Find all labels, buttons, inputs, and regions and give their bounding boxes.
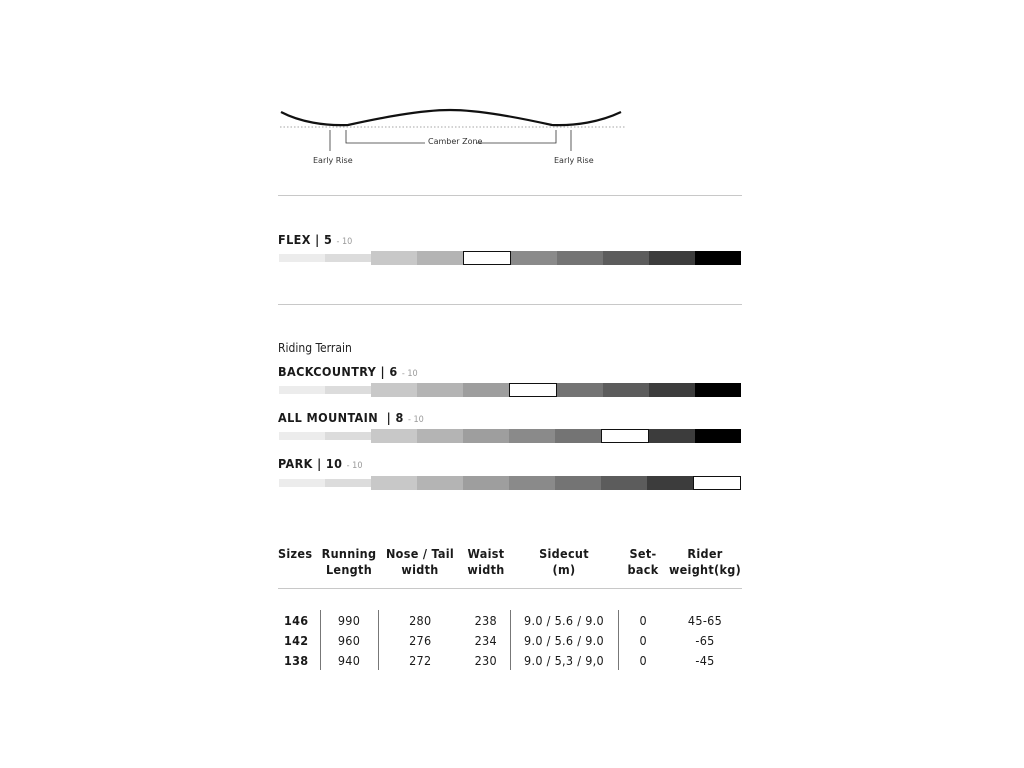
specs-body: [278, 610, 742, 670]
scale-segment-2: [325, 432, 371, 440]
scale-segment-1: [279, 432, 325, 440]
backcountry-label: BACKCOUNTRY | 6: [278, 364, 398, 379]
scale-segment-3: [371, 429, 417, 443]
camber-zone-bracket-right: [476, 130, 556, 143]
scale-segment-3: [371, 476, 417, 490]
header-nose-tail-width: Nose / Tail width: [385, 546, 455, 577]
table-cell: 9.0 / 5,3 / 9,0: [510, 650, 618, 670]
scale-segment-10: [695, 429, 741, 443]
scale-segment-9: [647, 476, 693, 490]
backcountry-scale: [279, 383, 741, 397]
scale-segment-4: [417, 383, 463, 397]
header-setback: Set- back: [627, 546, 659, 577]
table-cell: 990: [320, 610, 378, 630]
scale-segment-5: [463, 251, 511, 265]
backcountry-scale-max: - 10: [401, 369, 418, 379]
scale-segment-3: [371, 251, 417, 265]
table-cell: 142: [284, 632, 309, 648]
scale-segment-4: [417, 429, 463, 443]
scale-segment-7: [555, 476, 601, 490]
scale-segment-3: [371, 383, 417, 397]
table-cell: 0: [618, 610, 668, 630]
scale-segment-5: [463, 429, 509, 443]
specs-header-row: [278, 546, 742, 578]
scale-segment-7: [555, 429, 601, 443]
flex-scale-max: - 10: [336, 237, 353, 247]
table-cell: 146: [284, 612, 309, 628]
scale-segment-7: [557, 251, 603, 265]
board-profile-curve: [281, 110, 621, 125]
scale-segment-2: [325, 479, 371, 487]
scale-segment-8: [603, 251, 649, 265]
park-title: [278, 456, 362, 471]
table-row: [278, 610, 742, 630]
scale-segment-8: [601, 429, 649, 443]
all-mountain-title: [278, 410, 424, 425]
scale-segment-4: [417, 476, 463, 490]
scale-segment-10: [695, 383, 741, 397]
camber-zone-label: Camber Zone: [428, 137, 483, 146]
scale-segment-1: [279, 386, 325, 394]
header-sizes: Sizes: [278, 546, 313, 561]
all-mountain-scale-max: - 10: [408, 415, 424, 425]
table-cell: 276: [378, 630, 462, 650]
scale-segment-1: [279, 479, 325, 487]
backcountry-title: [278, 364, 418, 379]
camber-profile-diagram: [270, 100, 640, 170]
divider: [278, 195, 742, 196]
table-cell: 960: [320, 630, 378, 650]
divider: [278, 304, 742, 305]
table-cell: 0: [618, 650, 668, 670]
scale-segment-1: [279, 254, 325, 262]
early-rise-left-label: Early Rise: [313, 156, 353, 165]
scale-segment-2: [325, 254, 371, 262]
scale-segment-9: [649, 429, 695, 443]
scale-segment-6: [509, 429, 555, 443]
table-cell: 0: [618, 630, 668, 650]
table-row: [278, 650, 742, 670]
scale-segment-6: [509, 476, 555, 490]
header-sidecut: Sidecut (m): [539, 546, 589, 577]
table-cell: 230: [474, 652, 497, 668]
riding-terrain-heading: Riding Terrain: [278, 341, 352, 355]
scale-segment-10: [695, 251, 741, 265]
table-cell: 234: [474, 632, 497, 648]
table-row: [278, 630, 742, 650]
scale-segment-2: [325, 386, 371, 394]
header-waist-width: Waist width: [467, 546, 505, 577]
all-mountain-label: ALL MOUNTAIN | 8: [278, 410, 404, 425]
scale-segment-8: [601, 476, 647, 490]
table-cell: 940: [320, 650, 378, 670]
flex-label: FLEX | 5: [278, 232, 333, 247]
scale-segment-9: [649, 383, 695, 397]
all-mountain-scale: [279, 429, 741, 443]
scale-segment-6: [511, 251, 557, 265]
table-cell: 45-65: [687, 612, 723, 628]
early-rise-right-label: Early Rise: [554, 156, 594, 165]
park-scale: [279, 476, 741, 490]
scale-segment-9: [649, 251, 695, 265]
specs-table: [278, 546, 742, 670]
flex-scale: [279, 251, 741, 265]
flex-title: [278, 232, 352, 247]
table-cell: 272: [378, 650, 462, 670]
park-scale-max: - 10: [346, 461, 363, 471]
camber-zone-bracket-left: [346, 130, 425, 143]
header-running-length: Running Length: [321, 546, 377, 577]
scale-segment-5: [463, 383, 509, 397]
scale-segment-5: [463, 476, 509, 490]
header-rider-weight: Rider weight(kg): [668, 546, 742, 577]
table-cell: 280: [378, 610, 462, 630]
scale-segment-4: [417, 251, 463, 265]
table-cell: 238: [474, 612, 497, 628]
scale-segment-8: [603, 383, 649, 397]
scale-segment-7: [557, 383, 603, 397]
park-label: PARK | 10: [278, 456, 343, 471]
table-cell: 138: [284, 652, 309, 668]
scale-segment-10: [693, 476, 741, 490]
table-cell: 9.0 / 5.6 / 9.0: [510, 630, 618, 650]
table-cell: -65: [695, 632, 715, 648]
table-cell: 9.0 / 5.6 / 9.0: [510, 610, 618, 630]
table-cell: -45: [695, 652, 715, 668]
scale-segment-6: [509, 383, 557, 397]
